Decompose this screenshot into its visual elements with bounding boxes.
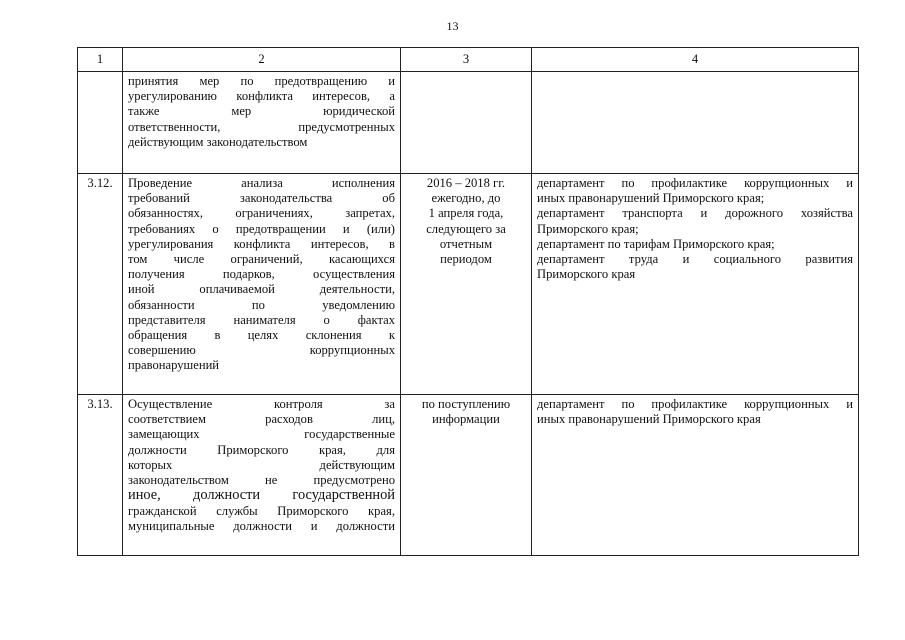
measure-term-line: по поступлению [421, 397, 511, 411]
measure-text-line: обязанностях, ограничениях, запретах, [128, 206, 395, 221]
measure-text [123, 395, 401, 556]
measure-text-line: которых действующим [128, 457, 395, 472]
measure-term-line: 2016 – 2018 гг. [426, 176, 506, 190]
measure-text-line: совершению коррупционных [128, 343, 395, 358]
header-col-4: 4 [532, 48, 859, 72]
measure-text-line: принятия мер по предотвращению и [128, 74, 395, 88]
measure-text-line: замещающих государственные [128, 427, 395, 442]
executor-line: Приморского края [537, 267, 636, 282]
measure-text-line: обязанности по уведомлению [128, 297, 395, 312]
measure-text-line: законодательством не предусмотрено [128, 473, 395, 488]
measure-text-line: правонарушений [128, 358, 220, 373]
executor-line: иных правонарушений Приморского края [537, 412, 761, 427]
measure-text-line: иной оплачиваемой деятельности, [128, 282, 395, 297]
measure-text-line: должности Приморского края, для [128, 442, 395, 457]
measure-text-line: также мер юридической [128, 104, 395, 119]
measure-text-line: требованиях о предотвращении и (или) [128, 221, 395, 236]
measure-executors [532, 174, 859, 395]
measure-term [401, 174, 532, 395]
table-row [78, 72, 859, 174]
measure-term-line: отчетным [439, 236, 493, 251]
row-number: 3.12. [78, 174, 123, 395]
measure-text-line: Осуществление контроля за [128, 397, 395, 411]
table-row [78, 395, 859, 556]
header-col-3: 3 [401, 48, 532, 72]
measure-term-line: периодом [440, 252, 492, 267]
measure-text-line: иное, должности государственной [128, 487, 395, 504]
measure-text-line: том числе ограничений, касающихся [128, 252, 395, 267]
measure-term-line: 1 апреля года, [428, 206, 504, 221]
measure-term-line: следующего за [426, 221, 506, 236]
measures-table [77, 47, 859, 556]
measure-term [401, 72, 532, 174]
measure-text-line: гражданской службы Приморского края, [128, 503, 395, 518]
measure-term-line: информации [432, 412, 500, 427]
executor-line: Приморского края; [537, 221, 639, 236]
executor-line: департамент труда и социального развития [537, 252, 853, 267]
executor-line: департамент транспорта и дорожного хозяйства [537, 206, 853, 221]
page-number: 13 [446, 19, 459, 33]
measure-text-line: урегулирования конфликта интересов, в [128, 236, 395, 251]
executor-line: департамент по профилактике коррупционных и [537, 397, 853, 411]
measure-text-line: получения подарков, осуществления [128, 267, 395, 282]
measure-text-line: Проведение анализа исполнения [128, 176, 395, 190]
measure-text-line: урегулированию конфликта интересов, а [128, 89, 395, 104]
header-col-2: 2 [123, 48, 401, 72]
measure-text-line: обращения в целях склонения к [128, 328, 395, 343]
measure-text-line: соответствием расходов лиц, [128, 412, 395, 427]
table-header-row [78, 48, 859, 72]
executor-line: департамент по тарифам Приморского края; [537, 236, 775, 251]
measure-text-line: действующим законодательством [128, 134, 308, 149]
measure-term-line: ежегодно, до [431, 191, 501, 206]
table-row [78, 174, 859, 395]
measure-text [123, 174, 401, 395]
row-number [78, 72, 123, 174]
executor-line: департамент по профилактике коррупционных и [537, 176, 853, 190]
measure-executors [532, 395, 859, 556]
executor-line: иных правонарушений Приморского края; [537, 191, 765, 206]
measure-term [401, 395, 532, 556]
measure-text-line: муниципальные должности и должности [128, 519, 395, 534]
measure-executors [532, 72, 859, 174]
row-number: 3.13. [78, 395, 123, 556]
measure-text [123, 72, 401, 174]
measure-text-line: требований законодательства об [128, 191, 395, 206]
header-col-1: 1 [78, 48, 123, 72]
measure-text-line: ответственности, предусмотренных [128, 119, 395, 134]
measure-text-line: представителя нанимателя о фактах [128, 312, 395, 327]
